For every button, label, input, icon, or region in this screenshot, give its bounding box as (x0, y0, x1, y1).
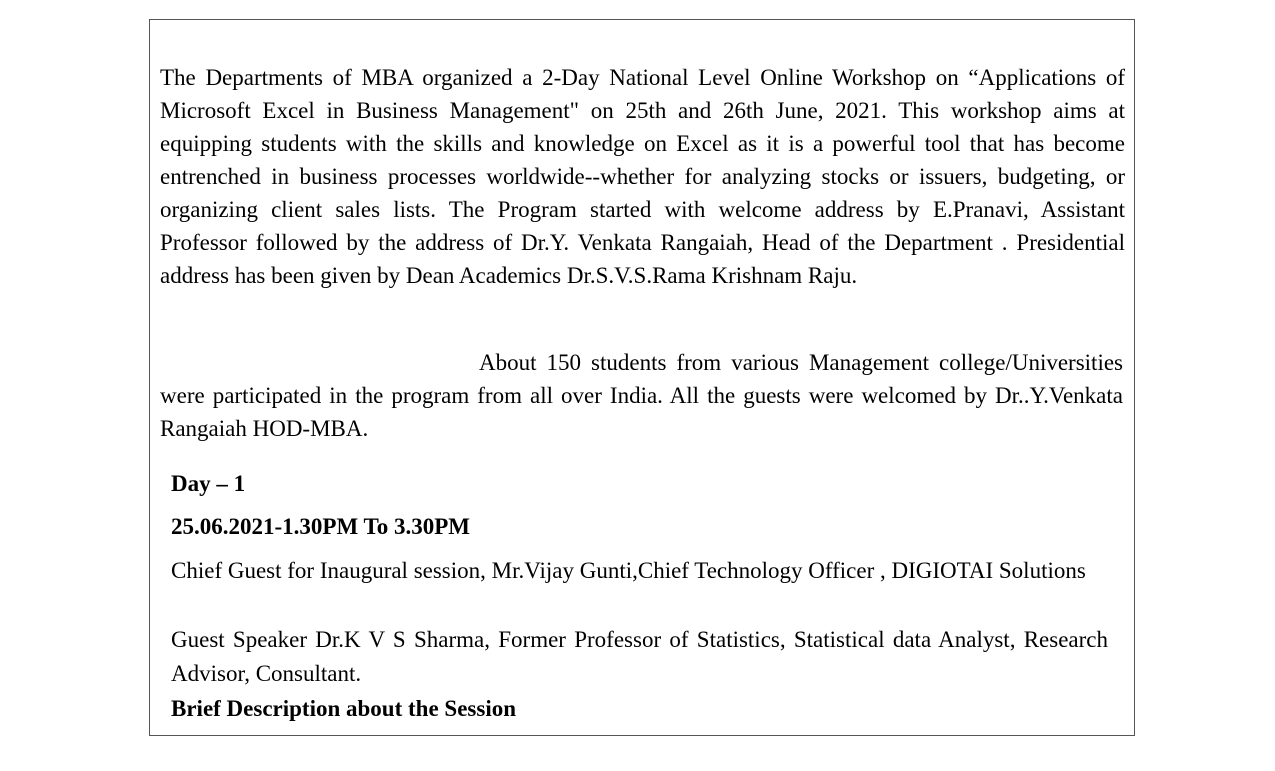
guest-speaker-text: Guest Speaker Dr.K V S Sharma, Former Professor of Statistics, Statistical data Analyst, Research Advisor, Consultant. (171, 627, 1108, 686)
participants-paragraph: About 150 students from various Management college/Universities were participated in the program from all over India. All the guests were welcomed by Dr..Y.Venkata Rangaiah HOD-MBA. (160, 350, 1123, 441)
session-time: 25.06.2021-1.30PM To 3.30PM (171, 514, 470, 539)
intro-paragraph: The Departments of MBA organized a 2-Day National Level Online Workshop on “Applications of Microsoft Excel in Business Management" on 25th and 26th June, 2021. This workshop aims at equipping students with the skills and knowledge on Excel as it is a powerful tool that has become entrenched in business processes worldwide--whether for analyzing stocks or issuers, budgeting, or organizing client sales lists. The Program started with welcome address by E.Pranavi, Assistant Professor followed by the address of Dr.Y. Venkata Rangaiah, Head of the Department . Presidential address has been given by Dean Academics Dr.S.V.S.Rama Krishnam Raju. (160, 65, 1125, 288)
day-heading: Day – 1 (171, 471, 246, 496)
chief-guest-text: Chief Guest for Inaugural session, Mr.Vijay Gunti,Chief Technology Officer , DIGIOTAI Solutions (171, 558, 1086, 583)
session-description-heading: Brief Description about the Session (171, 696, 516, 721)
